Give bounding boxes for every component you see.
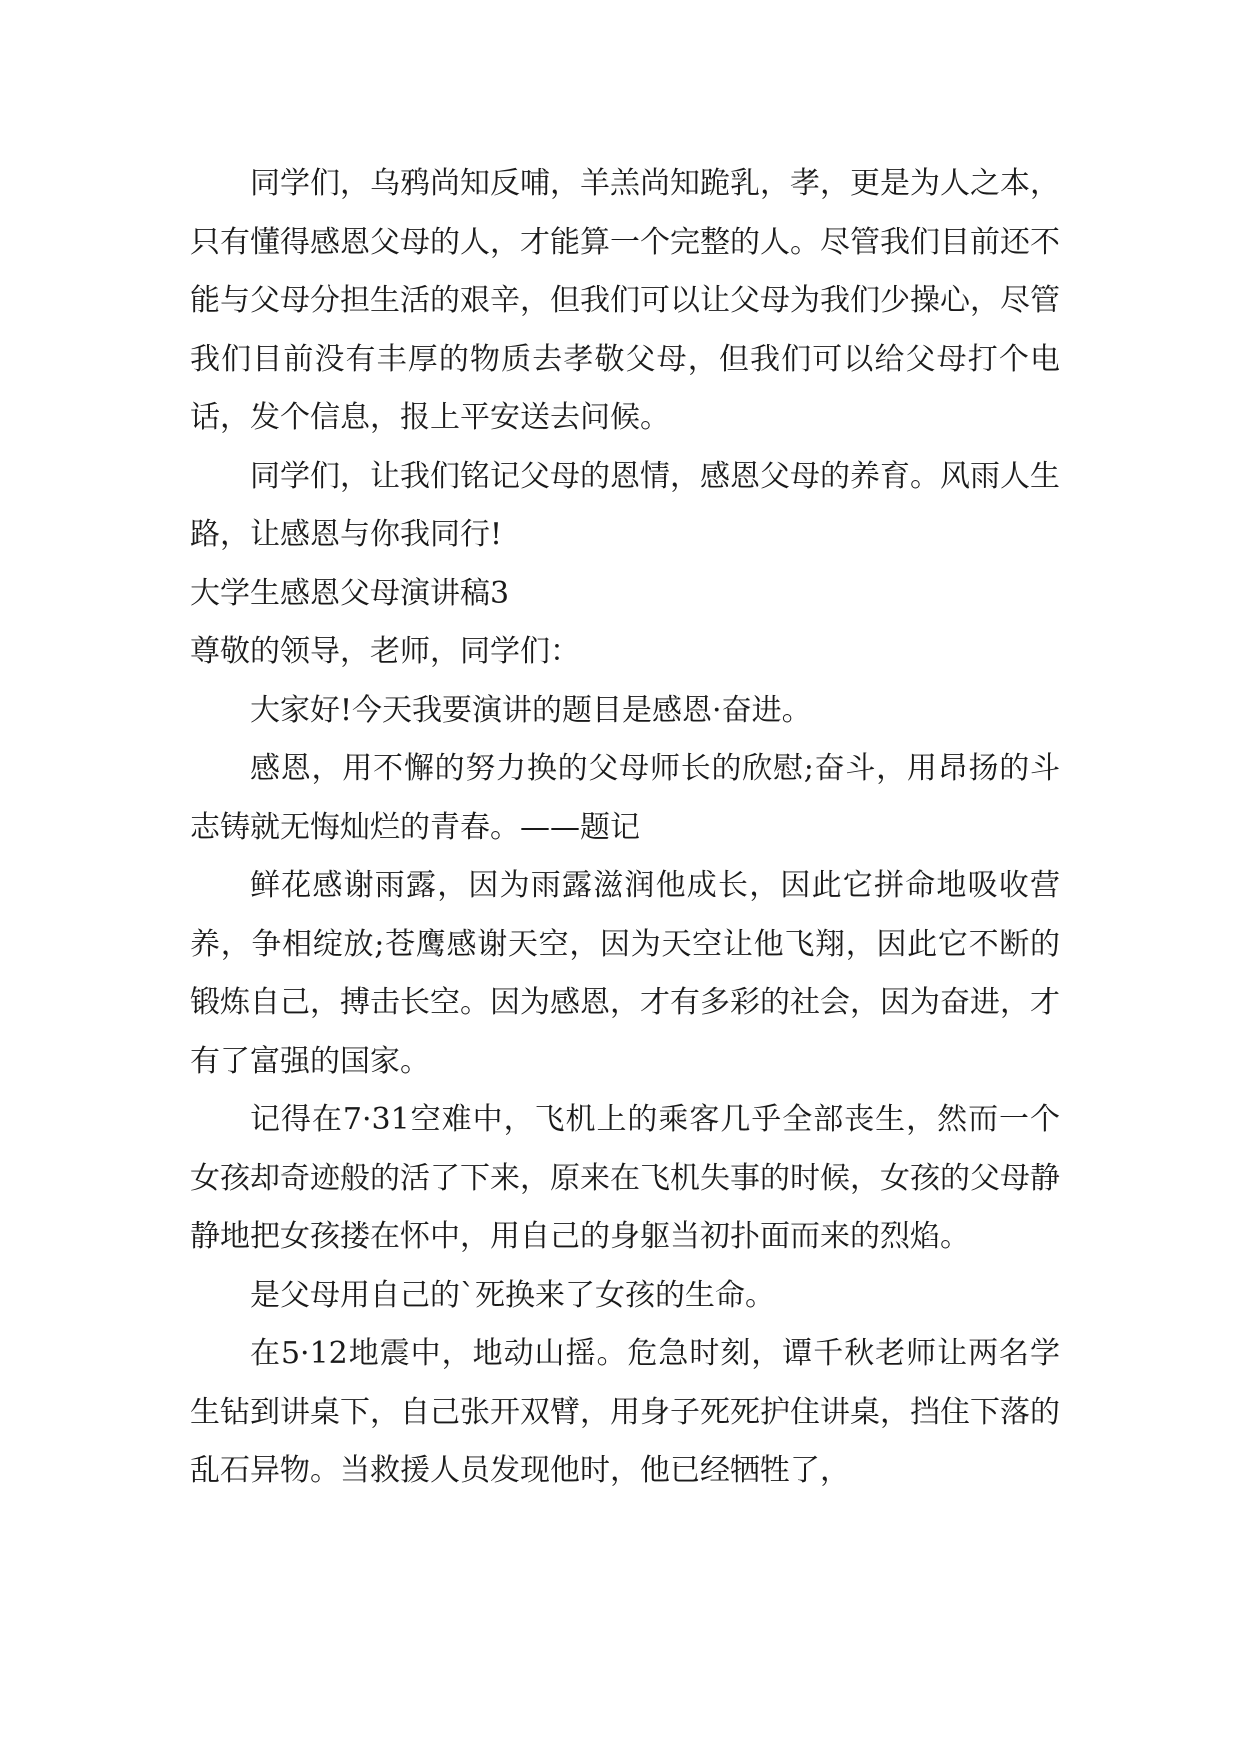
- paragraph-greeting: 大家好!今天我要演讲的题目是感恩·奋进。: [250, 692, 812, 728]
- paragraph-flowers-eagles: 鲜花感谢雨露，因为雨露滋润他成长，因此它拼命地吸收营养，争相绽放;苍鹰感谢天空，因为天空让他飞翔，因此它不断的锻炼自己，搏击长空。因为感恩，才有多彩的社会，因为奋进，才有了富强的国家。: [190, 868, 1060, 1079]
- speech-title: 大学生感恩父母演讲稿3: [190, 575, 510, 611]
- paragraph-remember-parents: 同学们，让我们铭记父母的恩情，感恩父母的养育。风雨人生路，让感恩与你我同行!: [190, 458, 1060, 552]
- paragraph-air-crash: 记得在7·31空难中，飞机上的乘客几乎全部丧生，然而一个女孩却奇迹般的活了下来，原来在飞机失事的时候，女孩的父母静静地把女孩搂在怀中，用自己的身躯当初扑面而来的烈焰。: [190, 1102, 1060, 1254]
- paragraph-earthquake: 在5·12地震中，地动山摇。危急时刻，谭千秋老师让两名学生钻到讲桌下，自己张开双臂，用身子死死护住讲桌，挡住下落的乱石异物。当救援人员发现他时，他已经牺牲了，: [190, 1336, 1060, 1488]
- salutation: 尊敬的领导，老师，同学们：: [190, 634, 580, 669]
- document-body: [190, 155, 1060, 1501]
- paragraph-parents-sacrifice: 是父母用自己的`死换来了女孩的生命。: [250, 1277, 775, 1313]
- paragraph-filial-piety: 同学们，乌鸦尚知反哺，羊羔尚知跪乳，孝，更是为人之本，只有懂得感恩父母的人，才能算一个完整的人。尽管我们目前还不能与父母分担生活的艰辛，但我们可以让父母为我们少操心，尽管我们目前没有丰厚的物质去孝敬父母，但我们可以给父母打个电话，发个信息，报上平安送去问候。: [190, 166, 1060, 435]
- paragraph-epigraph: 感恩，用不懈的努力换的父母师长的欣慰;奋斗，用昂扬的斗志铸就无悔灿烂的青春。——题记: [190, 751, 1060, 845]
